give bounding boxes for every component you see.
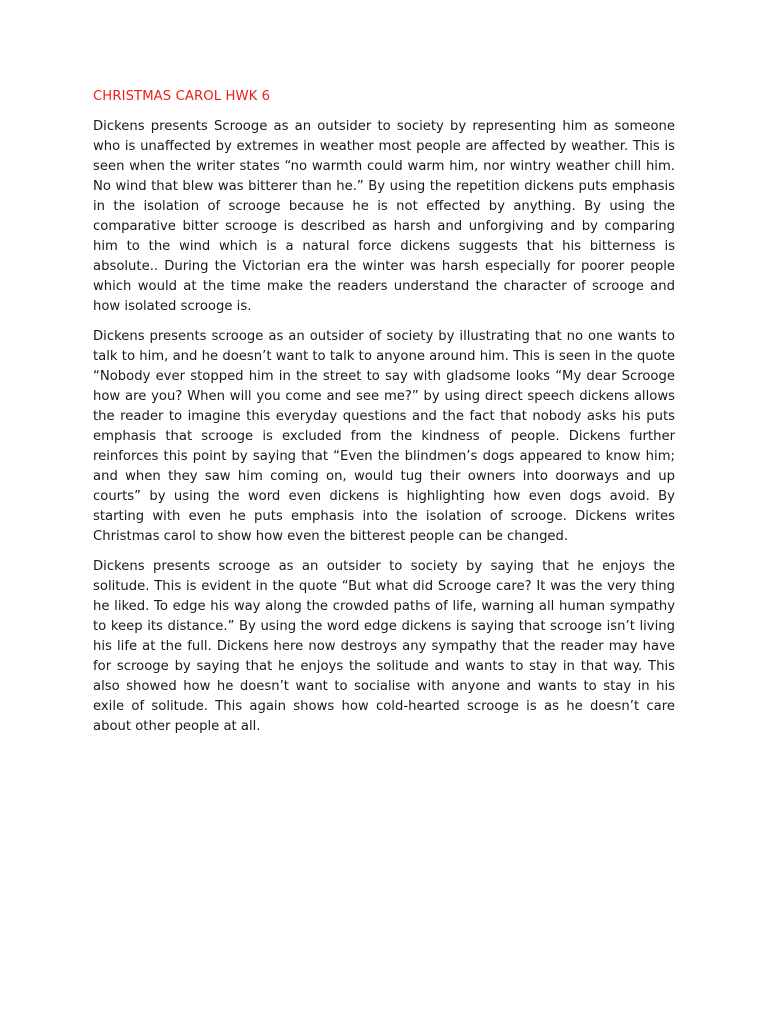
document-title: CHRISTMAS CAROL HWK 6	[93, 89, 271, 104]
paragraph-1: Dickens presents Scrooge as an outsider to society by representing him as someone who is unaffected by extremes in weather most people are affected by weather. This is seen when the writer states “no warmth could warm him, nor wintry weather chill him. No wind that blew was bitterer than he.” By using the repetition dickens puts emphasis in the isolation of scrooge because he is not effected by anything. By using the comparative bitter scrooge is described as harsh and unforgiving and by comparing him to the wind which is a natural force dickens suggests that his bitterness is absolute.. During the Victorian era the winter was harsh especially for poorer people which would at the time make the readers understand the character of scrooge and how isolated scrooge is.	[93, 119, 675, 314]
paragraph-3: Dickens presents scrooge as an outsider to society by saying that he enjoys the solitude. This is evident in the quote “But what did Scrooge care? It was the very thing he liked. To edge his way along the crowded paths of life, warning all human sympathy to keep its distance.” By using the word edge dickens is saying that scrooge isn’t living his life at the full. Dickens here now destroys any sympathy that the reader may have for scrooge by saying that he enjoys the solitude and wants to stay in that way. This also showed how he doesn’t want to socialise with anyone and wants to stay in his exile of solitude. This again shows how cold-hearted scrooge is as he doesn’t care about other people at all.	[93, 559, 675, 734]
paragraph-2: Dickens presents scrooge as an outsider of society by illustrating that no one wants to talk to him, and he doesn’t want to talk to anyone around him. This is seen in the quote “Nobody ever stopped him in the street to say with gladsome looks “My dear Scrooge how are you? When will you come and see me?” by using direct speech dickens allows the reader to imagine this everyday questions and the fact that nobody asks his puts emphasis that scrooge is excluded from the kindness of people. Dickens further reinforces this point by saying that “Even the blindmen’s dogs appeared to know him; and when they saw him coming on, would tug their owners into doorways and up courts” by using the word even dickens is highlighting how even dogs avoid. By starting with even he puts emphasis into the isolation of scrooge. Dickens writes Christmas carol to show how even the bitterest people can be changed.	[93, 329, 675, 544]
